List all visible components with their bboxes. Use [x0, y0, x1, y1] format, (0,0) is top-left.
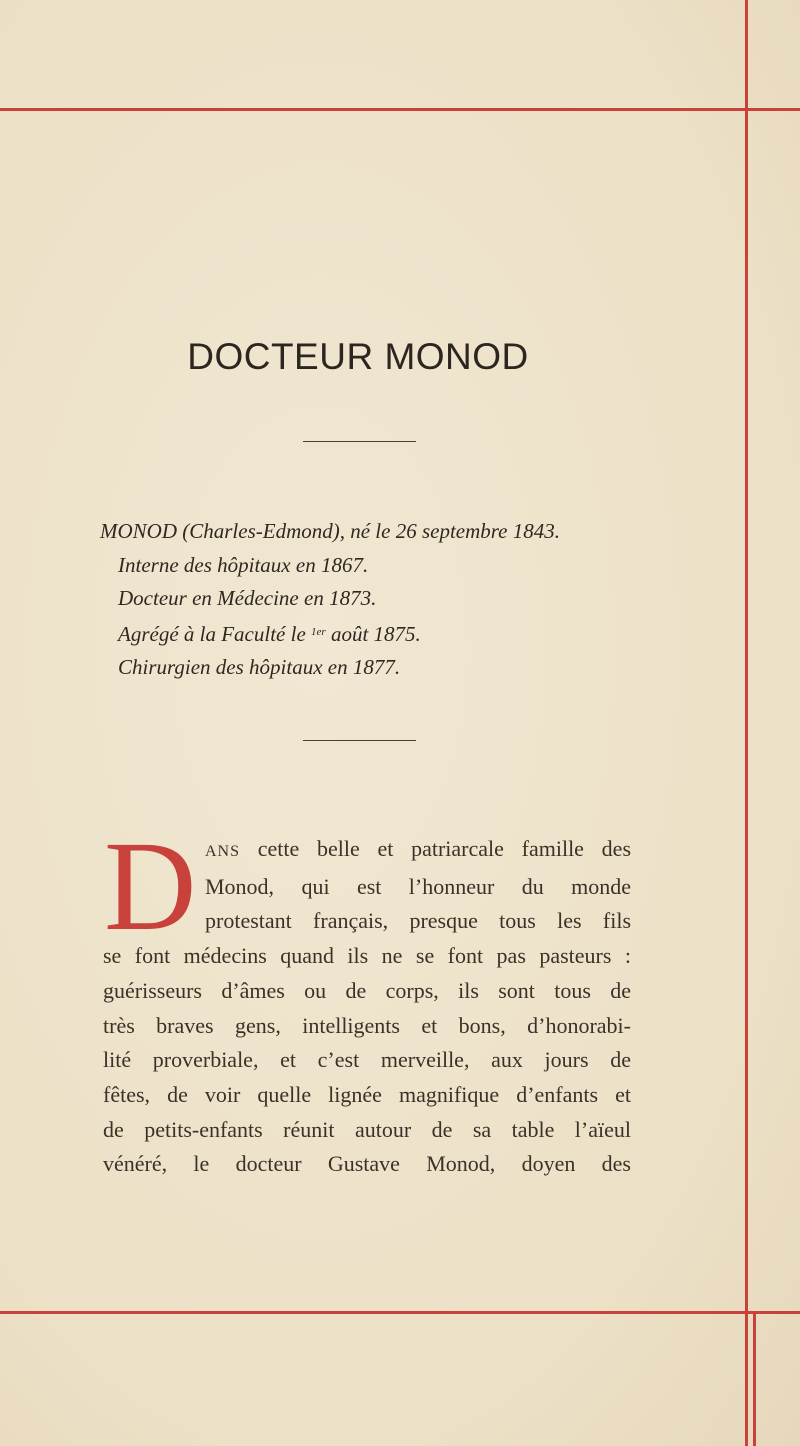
- body-line-3: protestant français, presque tous les fils: [205, 908, 631, 934]
- career-line-chirurgien: Chirurgien des hôpitaux en 1877.: [118, 655, 401, 679]
- body-line-4: se font médecins quand ils ne se font pas pasteurs :: [103, 943, 631, 969]
- career-agrege-sup: 1er: [311, 625, 326, 638]
- bottom-red-rule: [0, 1311, 800, 1314]
- body-paragraph: [103, 815, 632, 1182]
- body-line-10: vénéré, le docteur Gustave Monod, doyen des: [103, 1151, 631, 1177]
- body-line-1-text: cette belle et patriarcale famille des: [257, 836, 632, 861]
- career-line-agrege: [100, 616, 560, 652]
- body-line-7: lité proverbiale, et c’est merveille, aux jours de: [103, 1047, 631, 1073]
- first-word-smallcaps: ANS: [205, 843, 241, 860]
- body-line-6: très braves gens, intelligents et bons, d’honorabi-: [103, 1012, 631, 1038]
- page-title: DOCTEUR MONOD: [187, 336, 529, 377]
- career-line-interne: Interne des hôpitaux en 1867.: [118, 552, 369, 577]
- career-line-docteur: Docteur en Médecine en 1873.: [118, 586, 377, 610]
- right-red-rule: [745, 0, 748, 1446]
- career-agrege-text: Agrégé à la Faculté le: [118, 621, 306, 646]
- divider-bottom: [303, 740, 416, 741]
- career-agrege-date: août 1875.: [330, 621, 421, 646]
- body-line-2: Monod, qui est l’honneur du monde: [205, 873, 631, 899]
- body-line-9: de petits-enfants réunit autour de sa table l’aïeul: [103, 1116, 631, 1142]
- top-red-rule: [0, 108, 800, 111]
- career-line-birth: MONOD (Charles-Edmond), né le 26 septembre 1843.: [100, 519, 560, 543]
- career-summary: [100, 515, 560, 685]
- right-red-rule-lower: [753, 1314, 756, 1446]
- body-line-1: [103, 832, 631, 870]
- body-line-8: fêtes, de voir quelle lignée magnifique d’enfants et: [103, 1081, 631, 1107]
- drop-cap-letter: D: [104, 815, 197, 957]
- divider-top: [303, 441, 416, 442]
- body-line-5: guérisseurs d’âmes ou de corps, ils sont tous de: [103, 977, 631, 1003]
